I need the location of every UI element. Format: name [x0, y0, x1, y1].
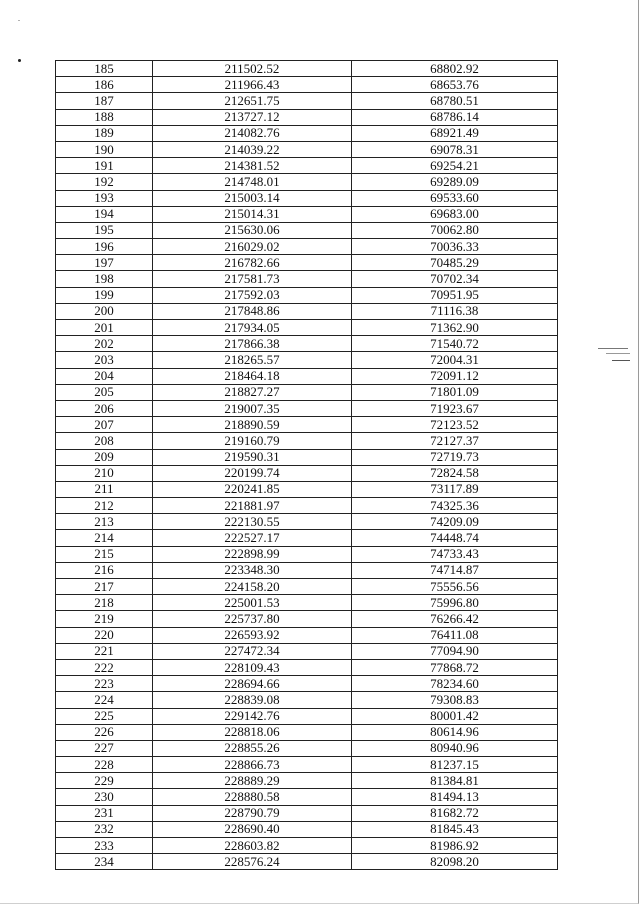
- value-a-cell: 220241.85: [153, 481, 352, 497]
- table-row: [56, 757, 558, 773]
- value-b-cell: 77868.72: [352, 659, 558, 675]
- index-cell: 207: [56, 417, 153, 433]
- index-cell: 202: [56, 336, 153, 352]
- table-row: [56, 255, 558, 271]
- index-cell: 224: [56, 692, 153, 708]
- table-row: [56, 93, 558, 109]
- table-row: [56, 109, 558, 125]
- index-cell: 198: [56, 271, 153, 287]
- value-b-cell: 79308.83: [352, 692, 558, 708]
- value-b-cell: 69254.21: [352, 158, 558, 174]
- table-row: [56, 417, 558, 433]
- value-a-cell: 215014.31: [153, 206, 352, 222]
- value-a-cell: 228576.24: [153, 854, 352, 870]
- value-a-cell: 218265.57: [153, 352, 352, 368]
- value-b-cell: 71116.38: [352, 303, 558, 319]
- scan-speck: [18, 59, 21, 62]
- index-cell: 196: [56, 239, 153, 255]
- table-row: [56, 740, 558, 756]
- value-a-cell: 228109.43: [153, 659, 352, 675]
- value-a-cell: 222898.99: [153, 546, 352, 562]
- index-cell: 201: [56, 320, 153, 336]
- table-row: [56, 141, 558, 157]
- index-cell: 230: [56, 789, 153, 805]
- table-row: [56, 400, 558, 416]
- value-a-cell: 212651.75: [153, 93, 352, 109]
- index-cell: 185: [56, 61, 153, 77]
- index-cell: 205: [56, 384, 153, 400]
- table-row: [56, 676, 558, 692]
- table-row: [56, 659, 558, 675]
- index-cell: 233: [56, 838, 153, 854]
- value-a-cell: 221881.97: [153, 498, 352, 514]
- table-row: [56, 789, 558, 805]
- value-a-cell: 228790.79: [153, 805, 352, 821]
- index-cell: 209: [56, 449, 153, 465]
- index-cell: 222: [56, 659, 153, 675]
- value-a-cell: 217592.03: [153, 287, 352, 303]
- index-cell: 200: [56, 303, 153, 319]
- table-row: [56, 627, 558, 643]
- index-cell: 197: [56, 255, 153, 271]
- value-b-cell: 68921.49: [352, 125, 558, 141]
- table-row: [56, 692, 558, 708]
- data-table: [55, 60, 558, 870]
- index-cell: 189: [56, 125, 153, 141]
- index-cell: 234: [56, 854, 153, 870]
- value-a-cell: 219590.31: [153, 449, 352, 465]
- value-a-cell: 220199.74: [153, 465, 352, 481]
- table-row: [56, 724, 558, 740]
- value-a-cell: 227472.34: [153, 643, 352, 659]
- value-b-cell: 72123.52: [352, 417, 558, 433]
- table-row: [56, 352, 558, 368]
- value-b-cell: 74714.87: [352, 562, 558, 578]
- value-a-cell: 228855.26: [153, 740, 352, 756]
- index-cell: 217: [56, 579, 153, 595]
- table-row: [56, 158, 558, 174]
- value-a-cell: 214381.52: [153, 158, 352, 174]
- index-cell: 193: [56, 190, 153, 206]
- value-b-cell: 75996.80: [352, 595, 558, 611]
- index-cell: 229: [56, 773, 153, 789]
- index-cell: 191: [56, 158, 153, 174]
- table-row: [56, 271, 558, 287]
- value-b-cell: 81986.92: [352, 838, 558, 854]
- index-cell: 203: [56, 352, 153, 368]
- index-cell: 219: [56, 611, 153, 627]
- table-row: [56, 336, 558, 352]
- table-row: [56, 498, 558, 514]
- table-row: [56, 206, 558, 222]
- index-cell: 211: [56, 481, 153, 497]
- table-row: [56, 530, 558, 546]
- value-b-cell: 72091.12: [352, 368, 558, 384]
- value-a-cell: 228603.82: [153, 838, 352, 854]
- value-b-cell: 68780.51: [352, 93, 558, 109]
- value-a-cell: 228694.66: [153, 676, 352, 692]
- value-b-cell: 71923.67: [352, 400, 558, 416]
- index-cell: 223: [56, 676, 153, 692]
- value-b-cell: 74448.74: [352, 530, 558, 546]
- table-row: [56, 125, 558, 141]
- index-cell: 226: [56, 724, 153, 740]
- value-b-cell: 70036.33: [352, 239, 558, 255]
- value-b-cell: 72824.58: [352, 465, 558, 481]
- value-a-cell: 213727.12: [153, 109, 352, 125]
- index-cell: 212: [56, 498, 153, 514]
- value-a-cell: 217581.73: [153, 271, 352, 287]
- index-cell: 199: [56, 287, 153, 303]
- table-row: [56, 239, 558, 255]
- value-a-cell: 214039.22: [153, 141, 352, 157]
- table-row: [56, 368, 558, 384]
- value-b-cell: 77094.90: [352, 643, 558, 659]
- scan-smudge: [606, 353, 630, 354]
- value-b-cell: 70485.29: [352, 255, 558, 271]
- value-b-cell: 81384.81: [352, 773, 558, 789]
- value-b-cell: 71540.72: [352, 336, 558, 352]
- index-cell: 218: [56, 595, 153, 611]
- value-a-cell: 217866.38: [153, 336, 352, 352]
- table-row: [56, 805, 558, 821]
- table-row: [56, 562, 558, 578]
- value-a-cell: 228866.73: [153, 757, 352, 773]
- index-cell: 195: [56, 222, 153, 238]
- value-b-cell: 72127.37: [352, 433, 558, 449]
- value-b-cell: 74733.43: [352, 546, 558, 562]
- table-row: [56, 222, 558, 238]
- value-b-cell: 69289.09: [352, 174, 558, 190]
- value-a-cell: 225737.80: [153, 611, 352, 627]
- table-body: [56, 61, 558, 870]
- value-a-cell: 215003.14: [153, 190, 352, 206]
- index-cell: 213: [56, 514, 153, 530]
- value-b-cell: 68653.76: [352, 77, 558, 93]
- value-b-cell: 72004.31: [352, 352, 558, 368]
- value-b-cell: 69683.00: [352, 206, 558, 222]
- value-a-cell: 222130.55: [153, 514, 352, 530]
- index-cell: 216: [56, 562, 153, 578]
- value-a-cell: 228889.29: [153, 773, 352, 789]
- value-b-cell: 80001.42: [352, 708, 558, 724]
- scan-speck: [18, 20, 20, 21]
- value-a-cell: 214082.76: [153, 125, 352, 141]
- table-row: [56, 384, 558, 400]
- table-row: [56, 61, 558, 77]
- value-b-cell: 76266.42: [352, 611, 558, 627]
- value-b-cell: 71362.90: [352, 320, 558, 336]
- value-a-cell: 226593.92: [153, 627, 352, 643]
- table-row: [56, 854, 558, 870]
- table-row: [56, 303, 558, 319]
- value-a-cell: 223348.30: [153, 562, 352, 578]
- table-row: [56, 773, 558, 789]
- scan-smudge: [612, 360, 630, 361]
- table-row: [56, 433, 558, 449]
- index-cell: 225: [56, 708, 153, 724]
- value-a-cell: 218464.18: [153, 368, 352, 384]
- value-a-cell: 228839.08: [153, 692, 352, 708]
- value-a-cell: 228690.40: [153, 821, 352, 837]
- value-a-cell: 217934.05: [153, 320, 352, 336]
- value-a-cell: 211502.52: [153, 61, 352, 77]
- index-cell: 208: [56, 433, 153, 449]
- index-cell: 228: [56, 757, 153, 773]
- value-b-cell: 75556.56: [352, 579, 558, 595]
- value-a-cell: 229142.76: [153, 708, 352, 724]
- table-row: [56, 838, 558, 854]
- index-cell: 214: [56, 530, 153, 546]
- index-cell: 204: [56, 368, 153, 384]
- value-a-cell: 225001.53: [153, 595, 352, 611]
- index-cell: 192: [56, 174, 153, 190]
- value-a-cell: 222527.17: [153, 530, 352, 546]
- table-row: [56, 190, 558, 206]
- value-b-cell: 78234.60: [352, 676, 558, 692]
- table-row: [56, 708, 558, 724]
- value-b-cell: 76411.08: [352, 627, 558, 643]
- value-a-cell: 211966.43: [153, 77, 352, 93]
- index-cell: 215: [56, 546, 153, 562]
- table-row: [56, 595, 558, 611]
- index-cell: 187: [56, 93, 153, 109]
- table-row: [56, 546, 558, 562]
- index-cell: 206: [56, 400, 153, 416]
- value-a-cell: 219007.35: [153, 400, 352, 416]
- value-b-cell: 81237.15: [352, 757, 558, 773]
- value-a-cell: 228880.58: [153, 789, 352, 805]
- value-b-cell: 81682.72: [352, 805, 558, 821]
- value-b-cell: 81845.43: [352, 821, 558, 837]
- value-b-cell: 71801.09: [352, 384, 558, 400]
- table-row: [56, 287, 558, 303]
- value-b-cell: 74209.09: [352, 514, 558, 530]
- table-row: [56, 514, 558, 530]
- table-row: [56, 643, 558, 659]
- value-b-cell: 69078.31: [352, 141, 558, 157]
- value-b-cell: 80940.96: [352, 740, 558, 756]
- value-a-cell: 228818.06: [153, 724, 352, 740]
- value-a-cell: 218827.27: [153, 384, 352, 400]
- table-row: [56, 77, 558, 93]
- table-row: [56, 465, 558, 481]
- value-b-cell: 80614.96: [352, 724, 558, 740]
- value-b-cell: 69533.60: [352, 190, 558, 206]
- value-a-cell: 216782.66: [153, 255, 352, 271]
- value-b-cell: 81494.13: [352, 789, 558, 805]
- value-b-cell: 70702.34: [352, 271, 558, 287]
- table-row: [56, 174, 558, 190]
- value-a-cell: 216029.02: [153, 239, 352, 255]
- scan-smudge: [598, 348, 628, 349]
- index-cell: 232: [56, 821, 153, 837]
- value-a-cell: 217848.86: [153, 303, 352, 319]
- index-cell: 220: [56, 627, 153, 643]
- value-a-cell: 219160.79: [153, 433, 352, 449]
- index-cell: 194: [56, 206, 153, 222]
- value-b-cell: 73117.89: [352, 481, 558, 497]
- value-b-cell: 72719.73: [352, 449, 558, 465]
- value-a-cell: 214748.01: [153, 174, 352, 190]
- value-b-cell: 82098.20: [352, 854, 558, 870]
- index-cell: 221: [56, 643, 153, 659]
- table-row: [56, 320, 558, 336]
- table-row: [56, 821, 558, 837]
- table-row: [56, 611, 558, 627]
- index-cell: 188: [56, 109, 153, 125]
- index-cell: 190: [56, 141, 153, 157]
- index-cell: 231: [56, 805, 153, 821]
- table-row: [56, 481, 558, 497]
- value-b-cell: 70062.80: [352, 222, 558, 238]
- value-b-cell: 74325.36: [352, 498, 558, 514]
- value-b-cell: 68786.14: [352, 109, 558, 125]
- value-b-cell: 68802.92: [352, 61, 558, 77]
- index-cell: 186: [56, 77, 153, 93]
- table-row: [56, 579, 558, 595]
- value-a-cell: 224158.20: [153, 579, 352, 595]
- index-cell: 227: [56, 740, 153, 756]
- value-b-cell: 70951.95: [352, 287, 558, 303]
- value-a-cell: 218890.59: [153, 417, 352, 433]
- table-row: [56, 449, 558, 465]
- value-a-cell: 215630.06: [153, 222, 352, 238]
- index-cell: 210: [56, 465, 153, 481]
